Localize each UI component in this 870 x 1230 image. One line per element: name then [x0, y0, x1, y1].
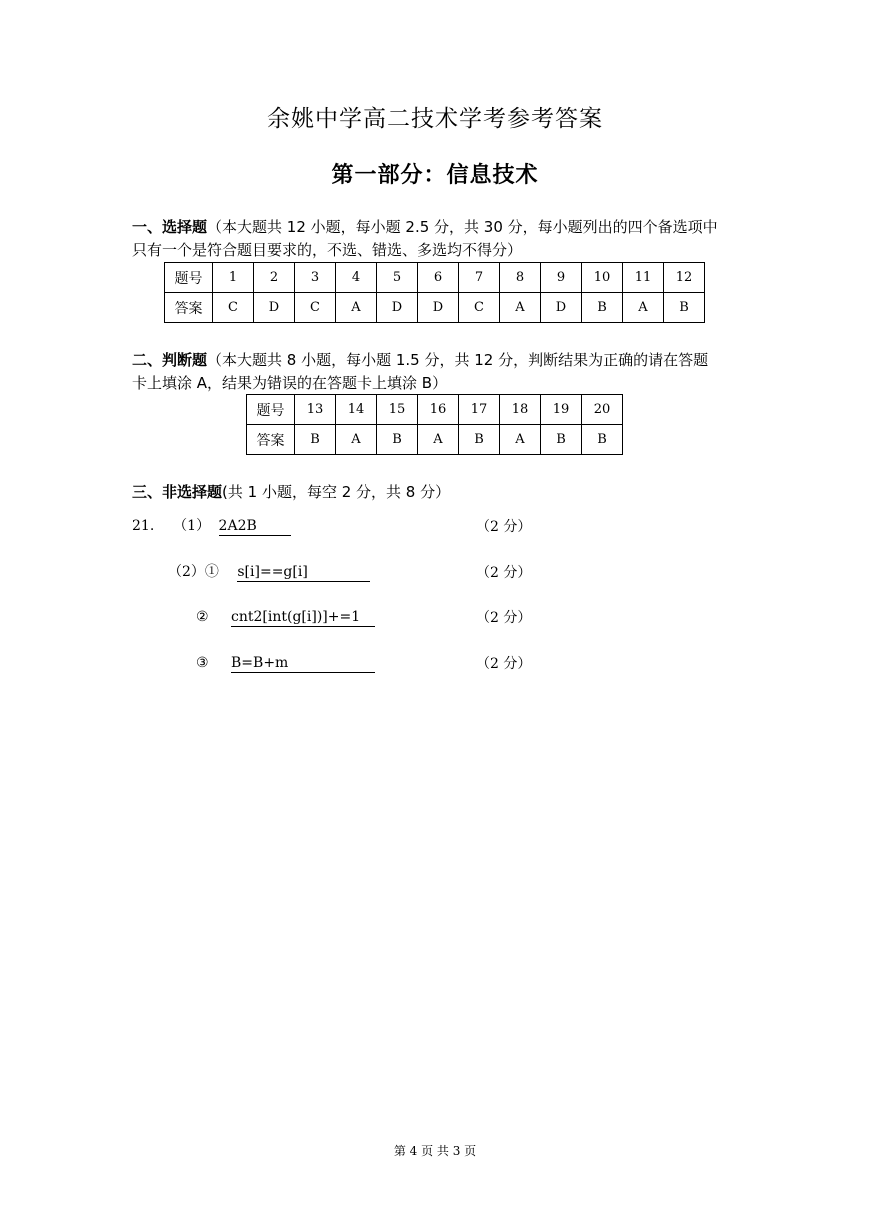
section2-desc-line1: （本大题共 8 小题，每小题 1.5 分，共 12 分，判断结果为正确的请在答题 [207, 351, 709, 369]
answer-cell: B [295, 425, 336, 455]
question-number: 19 [541, 395, 582, 425]
question-number: 17 [459, 395, 500, 425]
answer-blank: s[i]==g[i] [237, 564, 370, 582]
section1-answer-table [164, 262, 705, 323]
answer-line-2 [168, 562, 370, 582]
question-number-21: 21. [132, 518, 155, 534]
row-label-number: 题号 [247, 395, 295, 425]
document-title: 余姚中学高二技术学考参考答案 [267, 106, 603, 132]
question-number: 4 [336, 263, 377, 293]
question-number: 8 [500, 263, 541, 293]
score-label: （2 分） [476, 565, 532, 581]
answer-blank: cnt2[int(g[i])]+=1 [231, 609, 375, 627]
section2-heading: 二、判断题 [132, 351, 208, 369]
answer-cell: D [541, 293, 582, 323]
item-label: ② [196, 609, 209, 625]
answer-cell: C [213, 293, 254, 323]
question-number: 18 [500, 395, 541, 425]
question-number: 13 [295, 395, 336, 425]
question-number: 9 [541, 263, 582, 293]
item-label: ③ [196, 655, 209, 671]
answer-cell: B [459, 425, 500, 455]
answer-cell: A [336, 293, 377, 323]
question-number: 5 [377, 263, 418, 293]
answer-blank: B=B+m [231, 655, 375, 673]
row-label-answer: 答案 [165, 293, 213, 323]
answer-cell: C [295, 293, 336, 323]
answer-cell: D [418, 293, 459, 323]
row-label-number: 题号 [165, 263, 213, 293]
section1-intro [132, 216, 752, 262]
answer-cell: A [500, 425, 541, 455]
section2-answer-table [246, 394, 623, 455]
table-row [165, 263, 705, 293]
part-title: 第一部分：信息技术 [331, 163, 539, 188]
section1-heading: 一、选择题 [132, 218, 208, 236]
question-number: 16 [418, 395, 459, 425]
table-row [247, 425, 623, 455]
answer-cell: B [582, 425, 623, 455]
section3-intro [132, 481, 752, 504]
table-row [247, 395, 623, 425]
question-number: 7 [459, 263, 500, 293]
answer-cell: A [500, 293, 541, 323]
page-footer: 第 4 页 共 3 页 [393, 1144, 477, 1158]
answer-line-1 [132, 516, 291, 536]
section2-desc-line2: 卡上填涂 A，结果为错误的在答题卡上填涂 B） [132, 374, 448, 392]
score-label: （2 分） [476, 610, 532, 626]
question-number: 1 [213, 263, 254, 293]
question-number: 6 [418, 263, 459, 293]
question-number: 14 [336, 395, 377, 425]
answer-cell: D [254, 293, 295, 323]
answer-cell: B [377, 425, 418, 455]
answer-cell: C [459, 293, 500, 323]
answer-cell: A [418, 425, 459, 455]
question-number: 12 [664, 263, 705, 293]
answer-line-3 [196, 607, 375, 627]
answer-line-4 [196, 653, 375, 673]
question-number: 3 [295, 263, 336, 293]
section1-desc-line2: 只有一个是符合题目要求的，不选、错选、多选均不得分） [132, 241, 523, 259]
question-number: 20 [582, 395, 623, 425]
answer-cell: A [336, 425, 377, 455]
answer-cell: B [541, 425, 582, 455]
score-label: （2 分） [476, 519, 532, 535]
question-number: 15 [377, 395, 418, 425]
score-label: （2 分） [476, 656, 532, 672]
answer-cell: B [664, 293, 705, 323]
row-label-answer: 答案 [247, 425, 295, 455]
section3-heading: 三、非选择题 [132, 483, 223, 501]
section3-desc: (共 1 小题，每空 2 分，共 8 分） [222, 483, 451, 501]
item-label: （2）① [168, 564, 219, 580]
section2-intro [132, 349, 752, 395]
section1-desc-line1: （本大题共 12 小题，每小题 2.5 分，共 30 分，每小题列出的四个备选项中 [207, 218, 718, 236]
answer-cell: A [623, 293, 664, 323]
table-row [165, 293, 705, 323]
question-number: 2 [254, 263, 295, 293]
answer-blank: 2A2B [219, 518, 291, 536]
answer-cell: D [377, 293, 418, 323]
item-label: （1） [173, 518, 211, 534]
answer-cell: B [582, 293, 623, 323]
question-number: 10 [582, 263, 623, 293]
question-number: 11 [623, 263, 664, 293]
